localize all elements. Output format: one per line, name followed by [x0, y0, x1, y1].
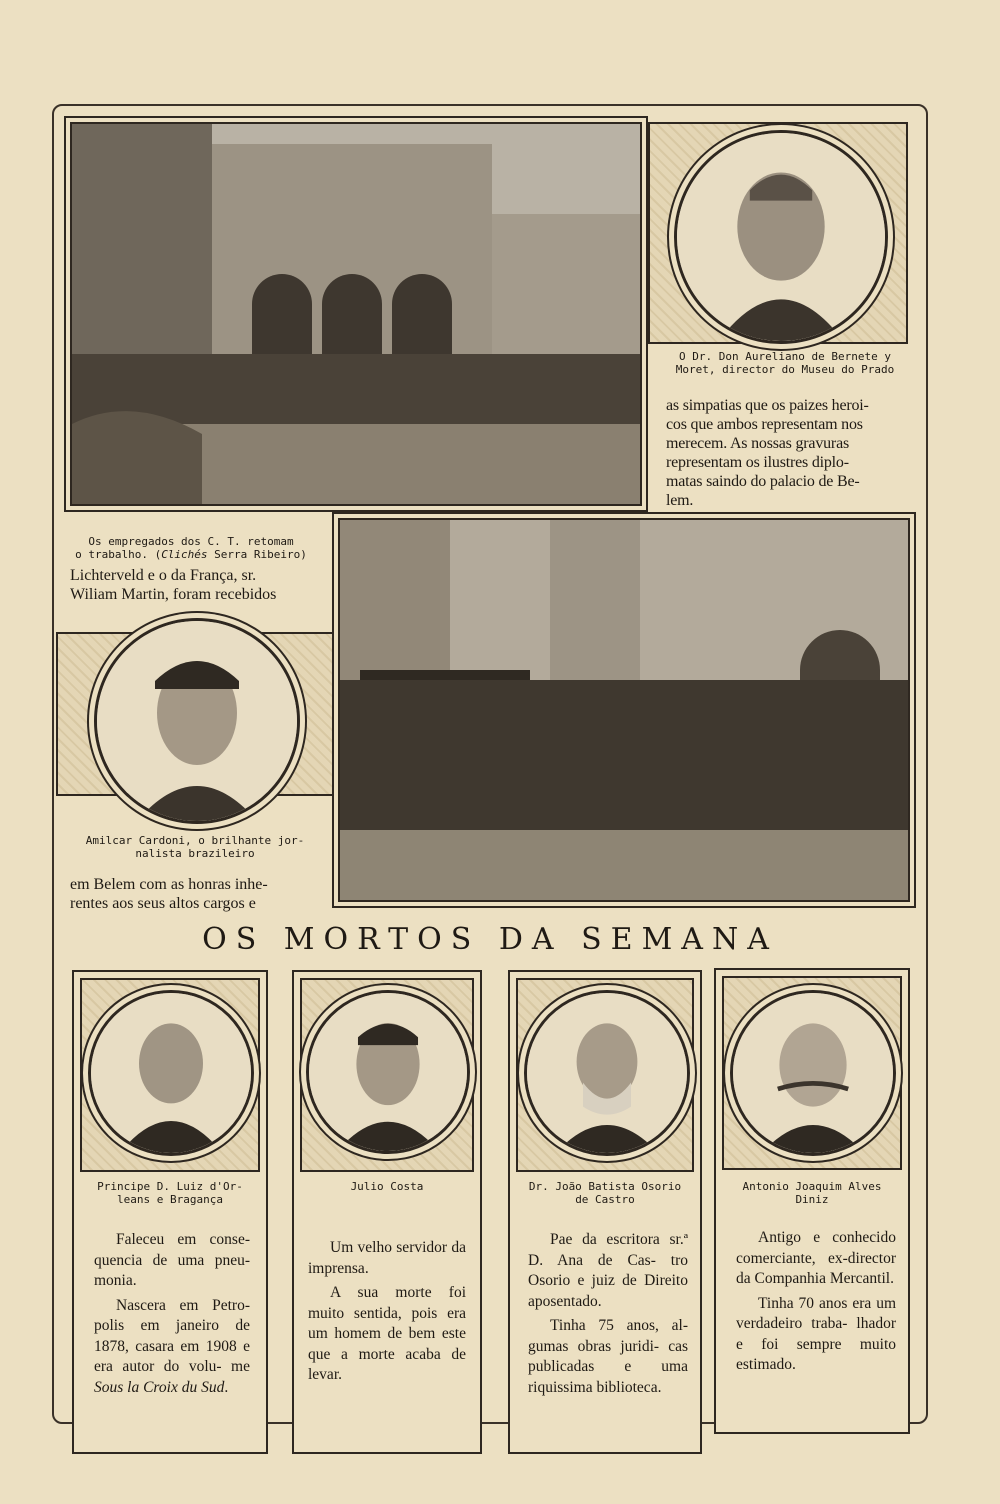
obituary-name: Dr. João Batista Osorio de Castro [528, 1180, 682, 1206]
obituary-text: Um velho servidor da imprensa. A sua morte foi muito sentida, pois era um homem de bem este que a morte acaba de levar. [308, 1239, 466, 1383]
obituary-column-2 [292, 970, 482, 1454]
obituary-name: Principe D. Luiz d'Or- leans e Bragança [97, 1180, 243, 1206]
caption-amilcar: Amilcar Cardoni, o brilhante jor- nalista brazileiro [85, 834, 305, 860]
caption-workers: Os empregados dos C. T. retomam o trabalho. (Clichés Serra Ribeiro) [75, 535, 307, 561]
portrait-antonio-joaquim-alves-diniz [730, 990, 896, 1156]
obituary-text: Faleceu em conse- quencia de uma pneu- monia. Nascera em Petro- polis em janeiro de 1878, casara em 1908 e era autor do volu- me Sous la Croix du Sud. [94, 1231, 250, 1396]
text-left-top: Lichterveld e o da França, sr. Wiliam Martin, foram recebidos [70, 567, 277, 603]
obituary-column-4 [714, 968, 910, 1434]
obituary-name: Antonio Joaquim Alves Diniz [742, 1180, 882, 1206]
obituary-text: Pae da escritora sr.ª D. Ana de Cas- tro Osorio e juiz de Direito aposentado. Tinha 75 anos, al- gumas obras juridi- cas publicadas e uma riquissima biblioteca. [528, 1231, 688, 1396]
portrait-aureliano-de-bernete [674, 130, 888, 344]
photo-workers-returning [70, 122, 642, 506]
section-heading: OS MORTOS DA SEMANA [202, 922, 778, 957]
text-left-bottom: em Belem com as honras inhe- rentes aos seus altos cargos e [70, 876, 268, 912]
obituary-name: Julio Costa [350, 1180, 424, 1193]
obituary-column-3 [508, 970, 702, 1454]
caption-aureliano: O Dr. Don Aureliano de Bernete y Moret, director do Museu do Prado [675, 350, 895, 376]
portrait-amilcar-cardoni [94, 618, 300, 824]
obituary-column-1 [72, 970, 268, 1454]
portrait-julio-costa [306, 990, 470, 1154]
photo-diplomats-leaving-belem [338, 518, 910, 902]
portrait-joao-batista-osorio [524, 990, 690, 1156]
obituary-text: Antigo e conhecido comerciante, ex-director da Companhia Mercantil. Tinha 70 anos era um verdadeiro traba- lhador e foi sempre muito estimado. [736, 1229, 896, 1373]
portrait-principe-luiz [88, 990, 254, 1156]
text-right-column: as simpatias que os paizes heroi- cos que ambos representam nos merecem. As nossas gravuras representam os ilustres diplo- matas saindo do palacio de Be- lem. [666, 397, 869, 509]
